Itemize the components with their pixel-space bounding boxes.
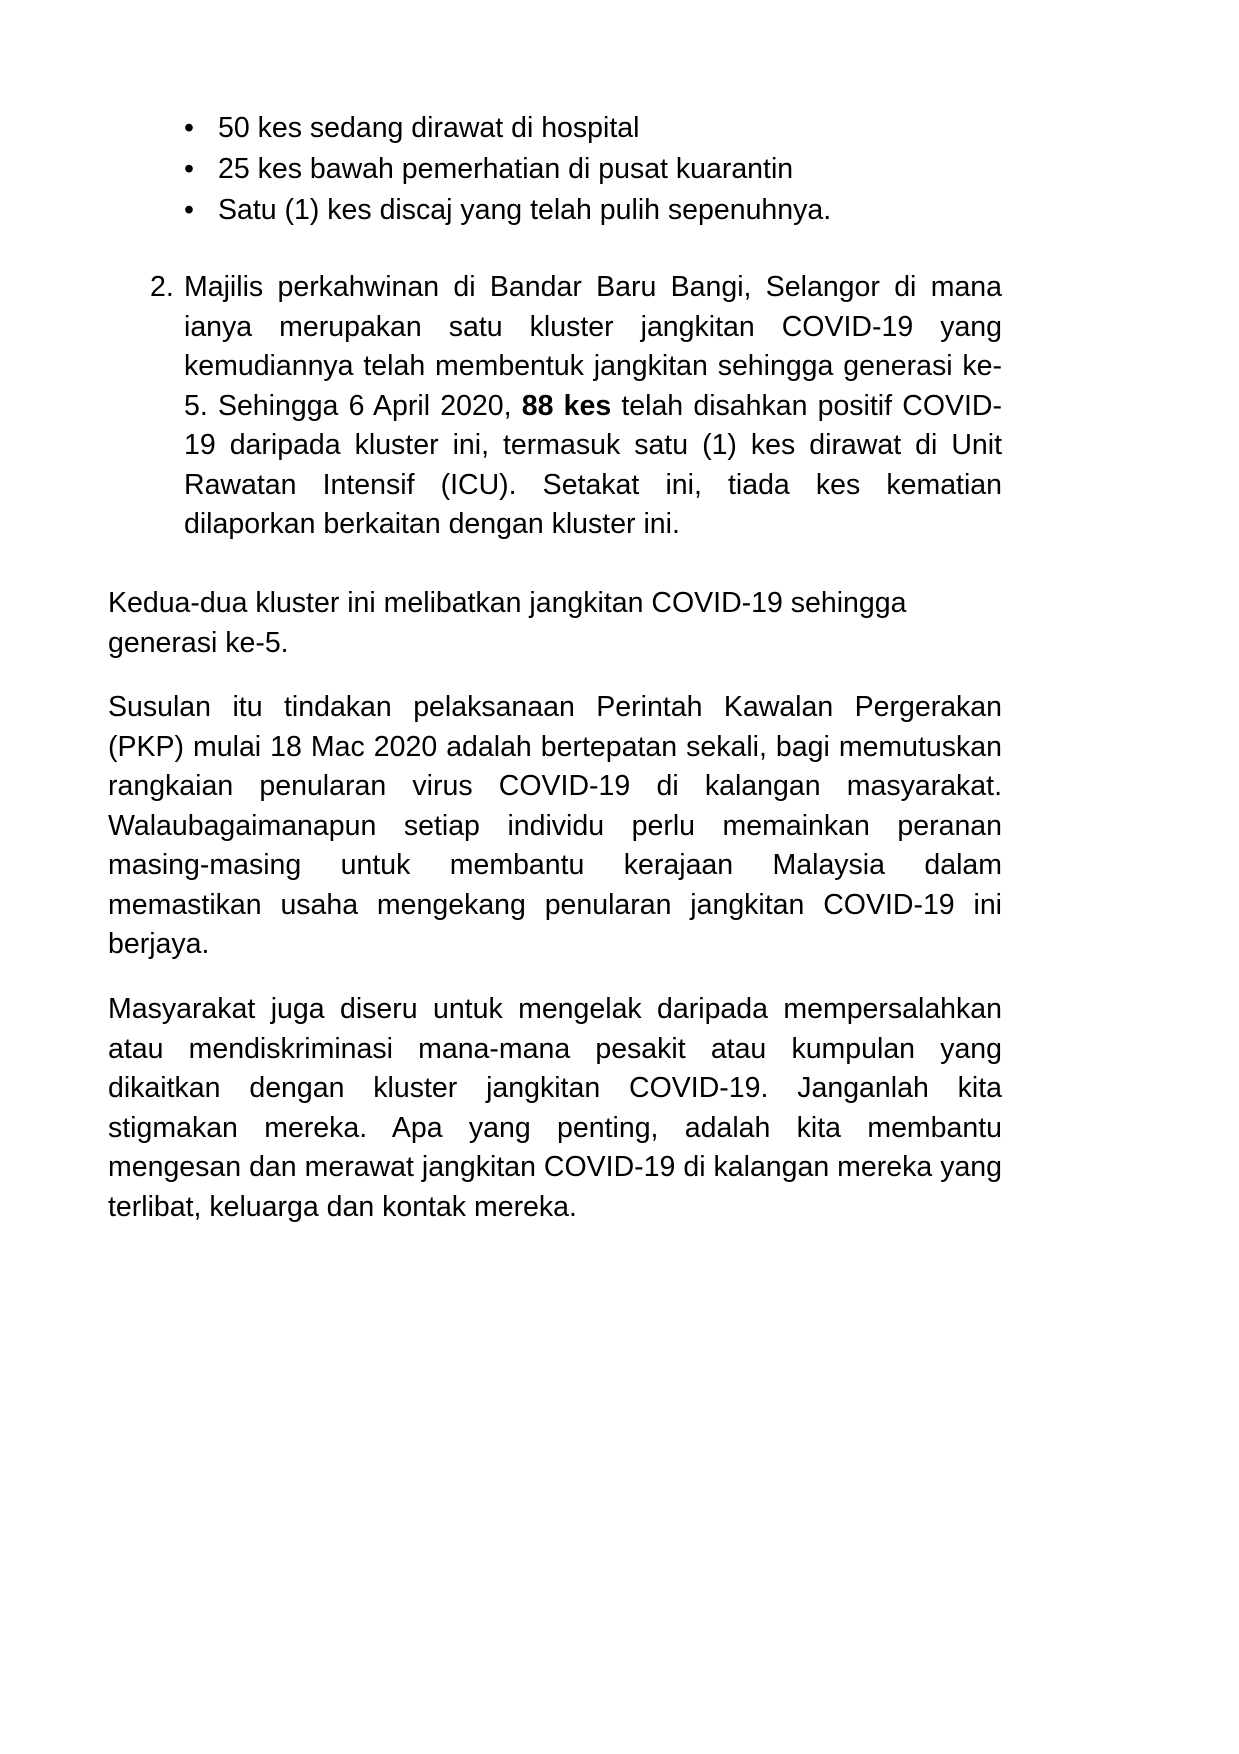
item-number: 2. xyxy=(150,271,174,303)
bullet-icon: • xyxy=(184,194,194,226)
paragraph-clusters-summary: Kedua-dua kluster ini melibatkan jangkitan COVID-19 sehingga generasi ke-5. xyxy=(108,587,907,659)
bullet-icon: • xyxy=(184,112,194,144)
bullet-text: Satu (1) kes discaj yang telah pulih sepenuhnya. xyxy=(218,194,832,226)
bullet-text: 50 kes sedang dirawat di hospital xyxy=(218,112,640,144)
item-text-before: Majilis perkahwinan di Bandar Baru Bangi, Selangor di mana ianya merupakan satu kluster jangkitan COVID-19 yang kemudiannya telah membentuk jangkitan sehingga generasi ke-5. Sehingga 6 April 2020, xyxy=(184,271,1002,422)
numbered-item-text xyxy=(184,268,1002,545)
bullet-list xyxy=(184,108,1044,231)
bullet-item xyxy=(184,190,1044,231)
item-text-after: telah disahkan positif COVID-19 daripada kluster ini, termasuk satu (1) kes dirawat di Unit Rawatan Intensif (ICU). Setakat ini, tiada kes kematian dilaporkan berkaitan dengan kluster ini. xyxy=(184,389,1002,540)
bullet-text: 25 kes bawah pemerhatian di pusat kuarantin xyxy=(218,153,794,185)
bullet-item xyxy=(184,108,1044,149)
bullet-icon: • xyxy=(184,153,194,185)
bold-case-count: 88 kes xyxy=(521,389,612,422)
paragraph-pkp: Susulan itu tindakan pelaksanaan Perintah Kawalan Pergerakan (PKP) mulai 18 Mac 2020 adalah bertepatan sekali, bagi memutuskan rangkaian penularan virus COVID-19 di kalangan masyarakat. Walaubagaimanapun setiap individu perlu memainkan peranan masing-masing untuk membantu kerajaan Malaysia dalam memastikan usaha mengekang penularan jangkitan COVID-19 ini berjaya. xyxy=(108,691,1002,960)
bullet-item xyxy=(184,149,1044,190)
paragraph-stigma: Masyarakat juga diseru untuk mengelak daripada mempersalahkan atau mendiskriminasi mana-mana pesakit atau kumpulan yang dikaitkan dengan kluster jangkitan COVID-19. Janganlah kita stigmakan mereka. Apa yang penting, adalah kita membantu mengesan dan merawat jangkitan COVID-19 di kalangan mereka yang terlibat, keluarga dan kontak mereka. xyxy=(108,993,1002,1223)
numbered-item xyxy=(150,268,1002,545)
